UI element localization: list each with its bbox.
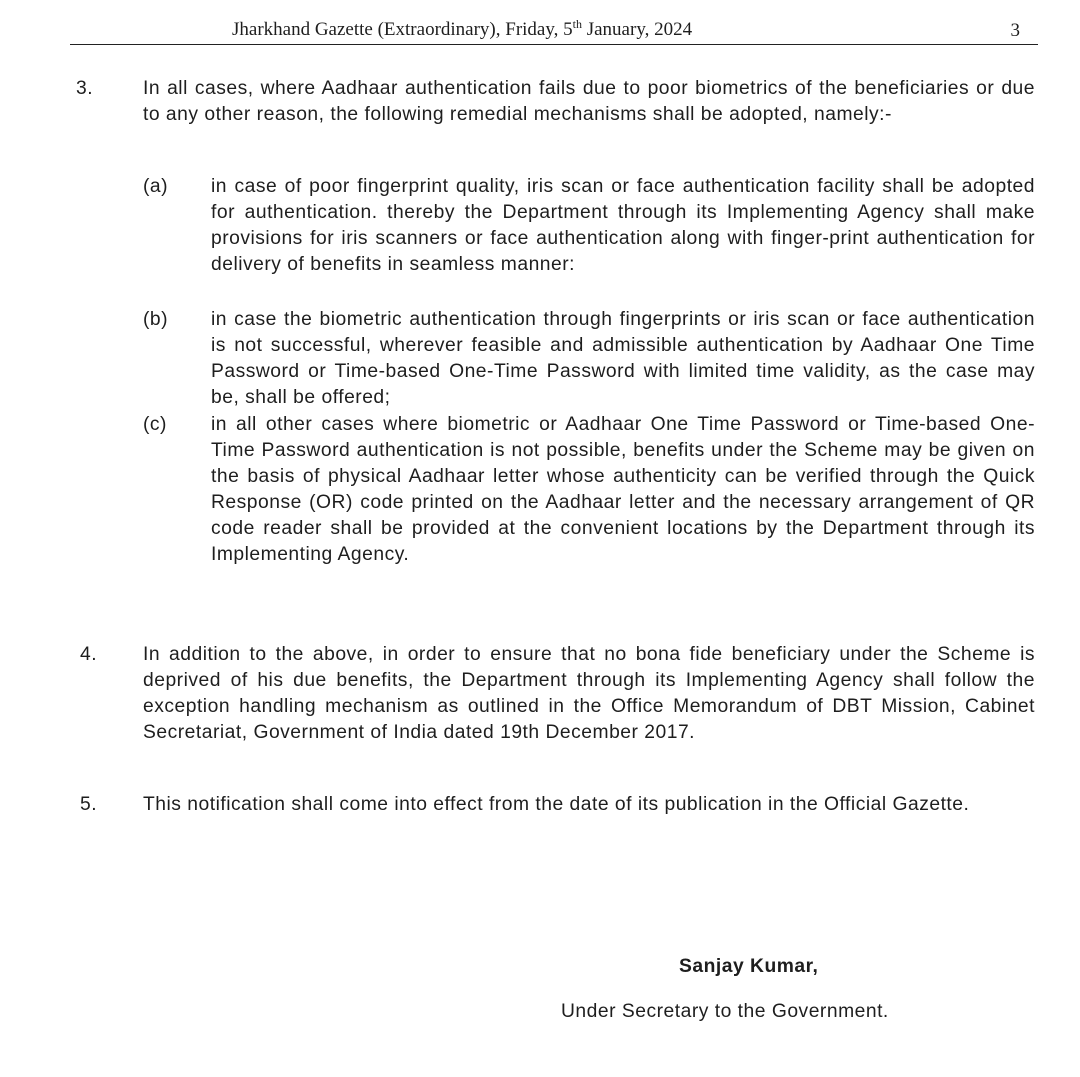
clause-text: in case of poor fingerprint quality, iris scan or face authentication facility shall be adopted for authentication. thereby the Department through its Implementing Agency shall make provisions for iris scanners or face authentication along with finger-print authentication for delivery of benefits in seamless manner:: [211, 176, 1035, 275]
signatory-designation: Under Secretary to the Government.: [561, 1001, 889, 1022]
paragraph-number: 5.: [80, 794, 98, 815]
clause-text: in case the biometric authentication through fingerprints or iris scan or face authentication is not successful, wherever feasible and admissible authentication by Aadhaar One Time Password or Time-based One-Time Password with limited time validity, as the case may be, shall be offered;: [211, 309, 1035, 408]
gazette-title-date: January, 2024: [581, 19, 693, 40]
clause-text: in all other cases where biometric or Aadhaar One Time Password or Time-based One-Time Password authentication is not possible, benefits under the Scheme may be given on the basis of physical Aadhaar letter whose authenticity can be verified through the Quick Response (OR) code printed on the Aadhaar letter and the necessary arrangement of QR code reader shall be provided at the convenient locations by the Department through its Implementing Agency.: [211, 414, 1035, 565]
paragraph-text: This notification shall come into effect from the date of its publication in the Official Gazette.: [143, 794, 970, 815]
paragraph-number: 4.: [80, 644, 98, 665]
gazette-title-main: Jharkhand Gazette (Extraordinary), Friday, 5: [232, 19, 573, 40]
paragraph-number: 3.: [76, 78, 94, 99]
page-number: 3: [1010, 20, 1020, 41]
paragraph-text: In addition to the above, in order to ensure that no bona fide beneficiary under the Scheme is deprived of his due benefits, the Department through its Implementing Agency shall follow the exception handling mechanism as outlined in the Office Memorandum of DBT Mission, Cabinet Secretariat, Government of India dated 19th December 2017.: [143, 644, 1035, 743]
clause-label: (a): [143, 176, 169, 197]
clause-label: (c): [143, 414, 167, 435]
clause-label: (b): [143, 309, 169, 330]
signatory-name: Sanjay Kumar,: [679, 956, 819, 977]
gazette-title-ordinal: th: [572, 17, 582, 31]
gazette-header: [70, 14, 1038, 45]
gazette-title: [232, 19, 692, 41]
paragraph-text: In all cases, where Aadhaar authentication fails due to poor biometrics of the beneficiaries or due to any other reason, the following remedial mechanisms shall be adopted, namely:-: [143, 78, 1035, 125]
